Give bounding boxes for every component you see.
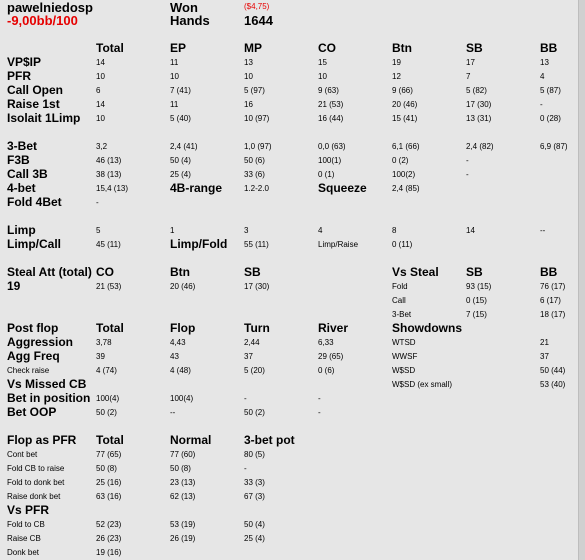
showdown-label: WWSF xyxy=(392,352,418,361)
cell: 21 xyxy=(540,338,549,347)
col-co: CO xyxy=(318,41,336,55)
col-mp: MP xyxy=(244,41,262,55)
cell: 16 (44) xyxy=(318,114,344,123)
cell: 100(2) xyxy=(392,170,416,179)
row-label: F3B xyxy=(7,153,30,167)
cell: - xyxy=(466,156,469,165)
hands-value: 1644 xyxy=(244,13,273,28)
col-total: Total xyxy=(96,433,124,447)
won-label: Won xyxy=(170,0,198,15)
cell: 37 xyxy=(540,352,549,361)
col-ep: EP xyxy=(170,41,187,55)
cell: - xyxy=(466,170,469,179)
row-label: Call 3B xyxy=(7,167,48,181)
cell: 11 xyxy=(170,100,179,109)
cell: 33 (6) xyxy=(244,170,265,179)
cell: 33 (3) xyxy=(244,478,265,487)
cell: 2,4 (82) xyxy=(466,142,494,151)
steal-btn-label: Btn xyxy=(170,265,190,279)
showdown-label: WTSD xyxy=(392,338,416,347)
cell: 20 (46) xyxy=(392,100,418,109)
row-label: Cont bet xyxy=(7,450,38,459)
cell: 10 xyxy=(96,114,105,123)
cell: 15 (41) xyxy=(392,114,418,123)
cell: 5 (82) xyxy=(466,86,487,95)
cell: 45 (11) xyxy=(96,240,121,249)
cell: 14 xyxy=(466,226,475,235)
limp-fold-label: Limp/Fold xyxy=(170,237,228,251)
cell: 50 (2) xyxy=(244,408,265,417)
row-label: Fold 4Bet xyxy=(7,195,62,209)
cell: 5 (40) xyxy=(170,114,191,123)
row-label: 3-Bet xyxy=(7,139,38,153)
col-bb: BB xyxy=(540,41,558,55)
postflop-label: Post flop xyxy=(7,321,59,335)
cell: 13 xyxy=(540,58,549,67)
showdown-label: W$SD (ex small) xyxy=(392,380,453,389)
cell: 1,0 (97) xyxy=(244,142,272,151)
cell: 15,4 (13) xyxy=(96,184,129,193)
cell: 0 (28) xyxy=(540,114,561,123)
cell: 14 xyxy=(96,100,105,109)
cell: - xyxy=(540,100,543,109)
limp-raise-label: Limp/Raise xyxy=(318,240,359,249)
cell: 52 (23) xyxy=(96,520,122,529)
row-label: 4-bet xyxy=(7,181,36,195)
squeeze-label: Squeeze xyxy=(318,181,367,195)
row-label: Raise CB xyxy=(7,534,41,543)
cell: 100(1) xyxy=(318,156,342,165)
row-label: Bet in position xyxy=(7,391,91,405)
cell: 37 xyxy=(244,352,253,361)
hands-label: Hands xyxy=(170,13,210,28)
showdown-label: W$SD xyxy=(392,366,416,375)
cell: 7 xyxy=(466,72,471,81)
cell: 25 (16) xyxy=(96,478,122,487)
vs-steal-row-label: 3-Bet xyxy=(392,310,412,319)
cell: 23 (13) xyxy=(170,478,196,487)
cell: 19 (16) xyxy=(96,548,122,557)
vs-steal-row-label: Fold xyxy=(392,282,408,291)
cell: 7 (41) xyxy=(170,86,191,95)
row-label: Vs Missed CB xyxy=(7,377,87,391)
cell: 100(4) xyxy=(170,394,194,403)
row-label: Check raise xyxy=(7,366,50,375)
bb-per-100: -9,00bb/100 xyxy=(7,13,78,28)
cell: 53 (19) xyxy=(170,520,196,529)
cell: - xyxy=(244,394,247,403)
cell: 10 (97) xyxy=(244,114,270,123)
cell: 0 (2) xyxy=(392,156,409,165)
row-label: Call Open xyxy=(7,83,64,97)
cell: 5 xyxy=(96,226,101,235)
cell: 4 (48) xyxy=(170,366,191,375)
col-total: Total xyxy=(96,321,124,335)
cell: 50 (8) xyxy=(170,464,191,473)
cell: 18 (17) xyxy=(540,310,566,319)
cell: 17 (30) xyxy=(466,100,492,109)
cell: 10 xyxy=(244,72,253,81)
cell: 93 (15) xyxy=(466,282,492,291)
cell: - xyxy=(318,408,321,417)
cell: 6,9 (87) xyxy=(540,142,568,151)
cell: 50 (8) xyxy=(96,464,117,473)
cell: 50 (6) xyxy=(244,156,265,165)
player-name: pawelniedosp xyxy=(7,0,93,15)
cell: 77 (60) xyxy=(170,450,196,459)
cell: 38 (13) xyxy=(96,170,122,179)
cell: 80 (5) xyxy=(244,450,265,459)
scrollbar[interactable] xyxy=(578,0,585,560)
won-value: ($4,75) xyxy=(244,2,270,11)
col-3bet-pot: 3-bet pot xyxy=(244,433,295,447)
row-label: Limp xyxy=(7,223,36,237)
cell: 12 xyxy=(392,72,401,81)
cell: 19 xyxy=(392,58,401,67)
row-label: Fold to CB xyxy=(7,520,45,529)
cell: 9 (63) xyxy=(318,86,339,95)
col-total: Total xyxy=(96,41,124,55)
flop-pfr-label: Flop as PFR xyxy=(7,433,77,447)
cell: 55 (11) xyxy=(244,240,269,249)
cell: 4,43 xyxy=(170,338,186,347)
cell: 0 (1) xyxy=(318,170,335,179)
cell: 5 (97) xyxy=(244,86,265,95)
cell: 7 (15) xyxy=(466,310,487,319)
cell: 17 (30) xyxy=(244,282,270,291)
cell: 21 (53) xyxy=(318,100,344,109)
cell: 21 (53) xyxy=(96,282,122,291)
cell: 10 xyxy=(318,72,327,81)
cell: 62 (13) xyxy=(170,492,196,501)
cell: 10 xyxy=(170,72,179,81)
cell: 4 (74) xyxy=(96,366,117,375)
cell: 50 (4) xyxy=(170,156,191,165)
cell: 100(4) xyxy=(96,394,120,403)
col-river: River xyxy=(318,321,349,335)
cell: - xyxy=(244,464,247,473)
row-label: PFR xyxy=(7,69,31,83)
row-label: Fold CB to raise xyxy=(7,464,65,473)
row-label: Limp/Call xyxy=(7,237,62,251)
cell: 3,78 xyxy=(96,338,112,347)
col-turn: Turn xyxy=(244,321,270,335)
row-label: VP$IP xyxy=(7,55,42,69)
row-label: Aggression xyxy=(7,335,74,349)
cell: 26 (23) xyxy=(96,534,122,543)
cell: 26 (19) xyxy=(170,534,196,543)
col-btn: Btn xyxy=(392,41,412,55)
cell: 13 (31) xyxy=(466,114,492,123)
cell: 43 xyxy=(170,352,179,361)
cell: -- xyxy=(540,226,546,235)
cell: 20 (46) xyxy=(170,282,196,291)
cell: 3 xyxy=(244,226,249,235)
col-normal: Normal xyxy=(170,433,212,447)
cell: 50 (2) xyxy=(96,408,117,417)
vs-steal-bb-label: BB xyxy=(540,265,558,279)
cell: 63 (16) xyxy=(96,492,122,501)
vs-steal-row-label: Call xyxy=(392,296,406,305)
cell: 3,2 xyxy=(96,142,108,151)
cell: 6,33 xyxy=(318,338,334,347)
col-flop: Flop xyxy=(170,321,196,335)
cell: 6,1 (66) xyxy=(392,142,420,151)
steal-label: Steal Att (total) xyxy=(7,265,92,279)
cell: 17 xyxy=(466,58,475,67)
cell: 53 (40) xyxy=(540,380,566,389)
cell: - xyxy=(96,198,99,207)
row-label: Raise 1st xyxy=(7,97,60,111)
cell: 25 (4) xyxy=(244,534,265,543)
cell: 46 (13) xyxy=(96,156,122,165)
cell: 1.2-2.0 xyxy=(244,184,269,193)
cell: 15 xyxy=(318,58,327,67)
cell: 29 (65) xyxy=(318,352,344,361)
cell: 6 xyxy=(96,86,101,95)
cell: 50 (4) xyxy=(244,520,265,529)
cell: 25 (4) xyxy=(170,170,191,179)
cell: 14 xyxy=(96,58,105,67)
cell: -- xyxy=(170,408,176,417)
showdowns-label: Showdowns xyxy=(392,321,462,335)
row-label: Donk bet xyxy=(7,548,40,557)
cell: 0 (6) xyxy=(318,366,335,375)
vs-steal-sb-label: SB xyxy=(466,265,483,279)
cell: 4 xyxy=(540,72,545,81)
cell: 5 (87) xyxy=(540,86,561,95)
cell: 2,4 (85) xyxy=(392,184,420,193)
row-label: Fold to donk bet xyxy=(7,478,65,487)
cell: 0 (11) xyxy=(392,240,413,249)
row-label: Bet OOP xyxy=(7,405,57,419)
steal-sb-label: SB xyxy=(244,265,261,279)
cell: 2,4 (41) xyxy=(170,142,198,151)
cell: 67 (3) xyxy=(244,492,265,501)
cell: 1 xyxy=(170,226,175,235)
cell: 5 (20) xyxy=(244,366,265,375)
cell: 8 xyxy=(392,226,397,235)
cell: 6 (17) xyxy=(540,296,561,305)
steal-co-label: CO xyxy=(96,265,114,279)
row-label: Agg Freq xyxy=(7,349,60,363)
cell: - xyxy=(318,394,321,403)
cell: 4 xyxy=(318,226,323,235)
cell: 0 (15) xyxy=(466,296,487,305)
cell: 11 xyxy=(170,58,179,67)
cell: 9 (66) xyxy=(392,86,413,95)
range-label: 4B-range xyxy=(170,181,223,195)
cell: 16 xyxy=(244,100,253,109)
vs-steal-label: Vs Steal xyxy=(392,265,439,279)
steal-total: 19 xyxy=(7,279,21,293)
cell: 10 xyxy=(96,72,105,81)
cell: 13 xyxy=(244,58,253,67)
cell: 2,44 xyxy=(244,338,260,347)
cell: 39 xyxy=(96,352,105,361)
col-sb: SB xyxy=(466,41,483,55)
cell: 50 (44) xyxy=(540,366,566,375)
row-label: Raise donk bet xyxy=(7,492,61,501)
cell: 77 (65) xyxy=(96,450,122,459)
cell: 0,0 (63) xyxy=(318,142,346,151)
vs-pfr-label: Vs PFR xyxy=(7,503,50,517)
cell: 76 (17) xyxy=(540,282,566,291)
row-label: Isolait 1Limp xyxy=(7,111,81,125)
